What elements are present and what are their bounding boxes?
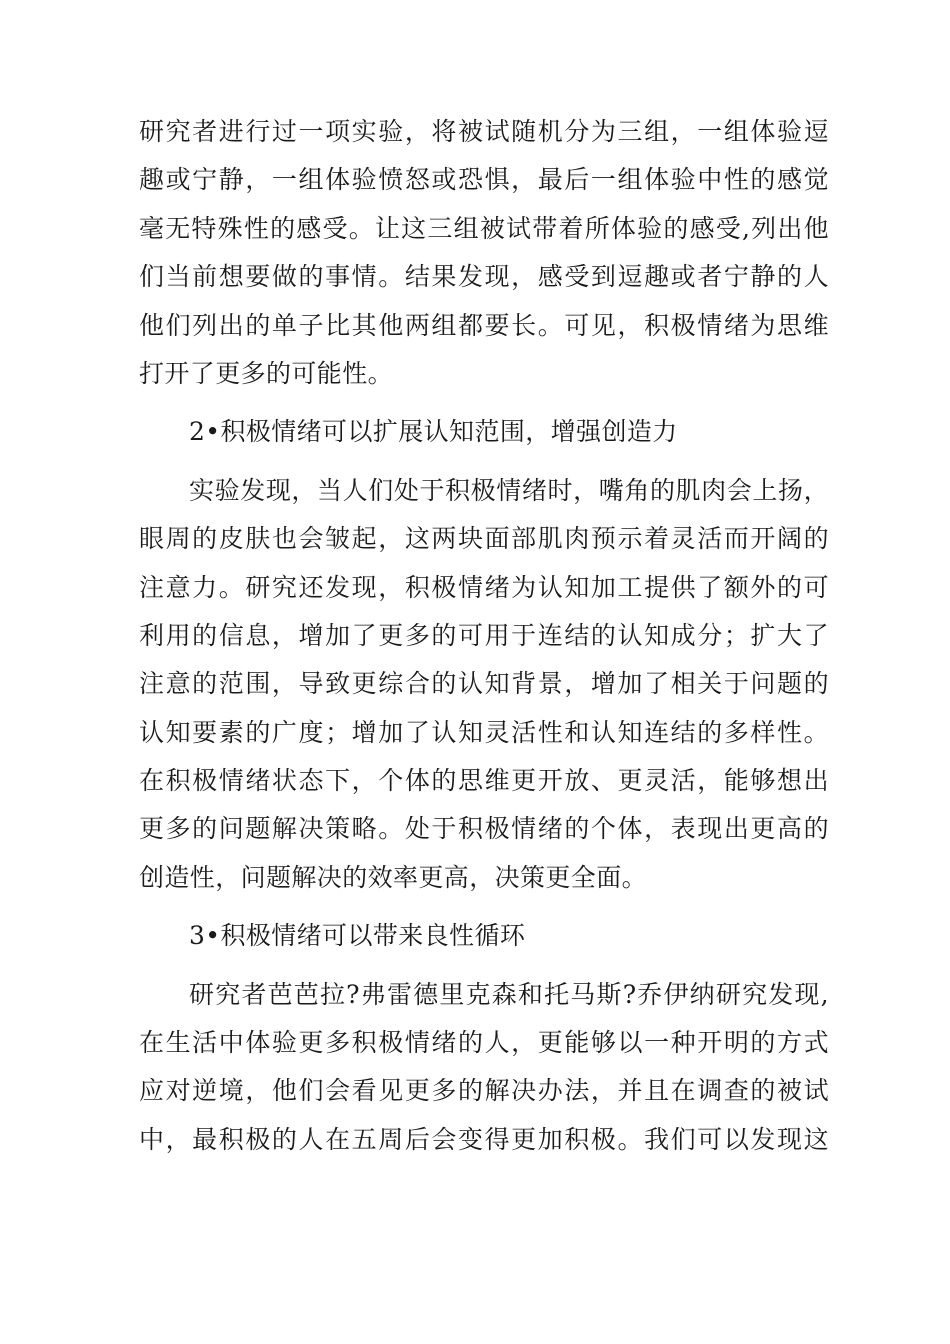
text-line: 实验发现，当人们处于积极情绪时，嘴角的肌肉会上扬， <box>189 475 829 505</box>
text-line: 研究者芭芭拉?弗雷德里克森和托马斯?乔伊纳研究发现, <box>189 979 829 1009</box>
text-line: 更多的问题解决策略。处于积极情绪的个体，表现出更高的 <box>139 814 829 844</box>
text-line: 应对逆境，他们会看见更多的解决办法，并且在调查的被试 <box>139 1076 829 1106</box>
heading-text: 2•积极情绪可以扩展认知范围，增强创造力 <box>189 417 678 447</box>
paragraph-experiment <box>139 108 829 398</box>
paragraph-virtuous-cycle <box>139 971 829 1165</box>
text-line: 认知要素的广度；增加了认知灵活性和认知连结的多样性。 <box>139 717 829 747</box>
text-line: 在积极情绪状态下，个体的思维更开放、更灵活，能够想出 <box>139 766 829 796</box>
text-line: 利用的信息，增加了更多的可用于连结的认知成分；扩大了 <box>139 620 829 650</box>
text-line: 毫无特殊性的感受。让这三组被试带着所体验的感受,列出他 <box>139 213 829 243</box>
section-heading-3 <box>139 912 829 960</box>
text-line: 打开了更多的可能性。 <box>139 358 394 388</box>
text-line: 注意力。研究还发现，积极情绪为认知加工提供了额外的可 <box>139 572 829 602</box>
heading-text: 3•积极情绪可以带来良性循环 <box>189 921 526 951</box>
text-line: 创造性，问题解决的效率更高，决策更全面。 <box>139 862 648 892</box>
text-line: 眼周的皮肤也会皱起，这两块面部肌肉预示着灵活而开阔的 <box>139 524 829 554</box>
paragraph-cognition <box>139 467 829 903</box>
text-line: 注意的范围，导致更综合的认知背景，增加了相关于问题的 <box>139 669 829 699</box>
text-line: 他们列出的单子比其他两组都要长。可见，积极情绪为思维 <box>139 310 829 340</box>
section-heading-2 <box>139 408 829 456</box>
document-body <box>139 108 829 1164</box>
text-line: 们当前想要做的事情。结果发现，感受到逗趣或者宁静的人 <box>139 262 829 292</box>
text-line: 研究者进行过一项实验，将被试随机分为三组，一组体验逗 <box>139 117 829 146</box>
text-line: 在生活中体验更多积极情绪的人，更能够以一种开明的方式 <box>139 1028 829 1058</box>
text-line: 中，最积极的人在五周后会变得更加积极。我们可以发现这 <box>139 1124 829 1154</box>
text-line: 趣或宁静，一组体验愤怒或恐惧，最后一组体验中性的感觉 <box>139 165 829 195</box>
